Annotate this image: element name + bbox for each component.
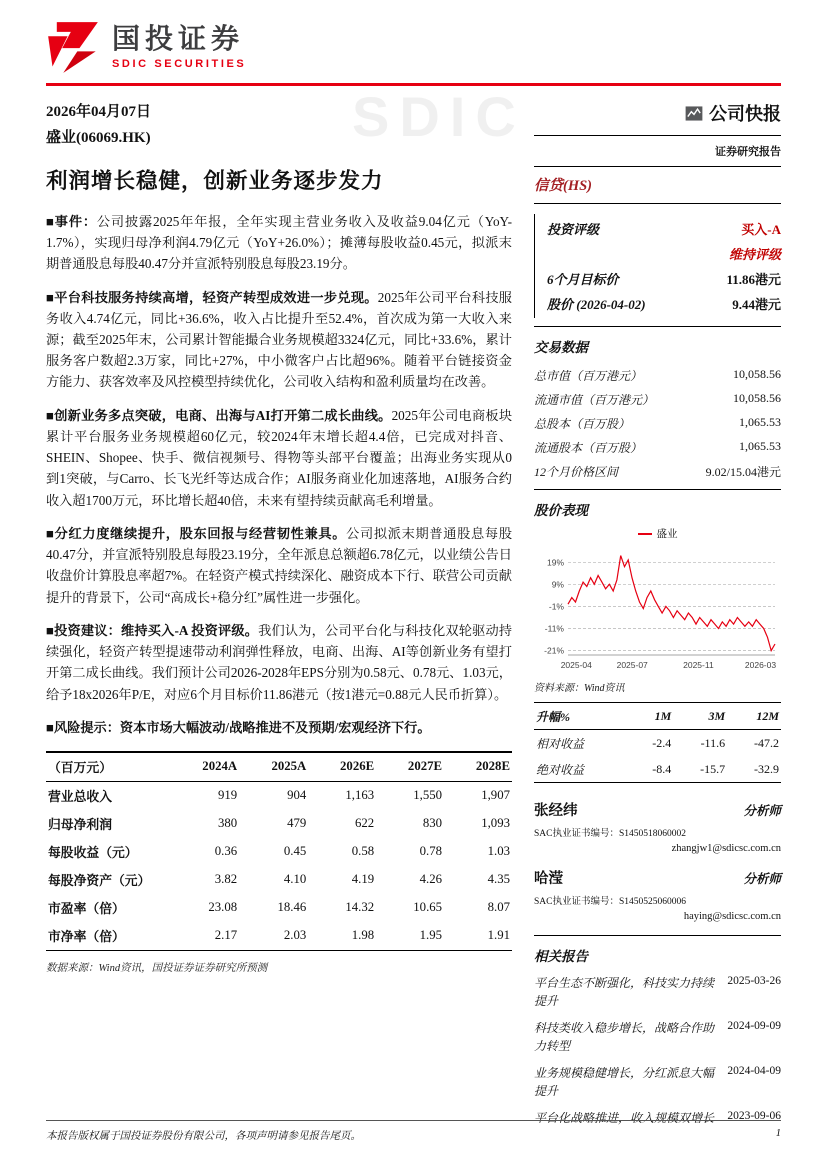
fin-cell: 830 [422, 816, 443, 831]
fin-cell: 380 [217, 816, 238, 831]
target-price-label: 6个月目标价 [547, 272, 619, 287]
analyst-header [534, 799, 781, 820]
table-source-note: 数据来源：Wind资讯，国投证券证券研究所预测 [46, 962, 268, 974]
financial-forecast-table [46, 751, 512, 951]
related-report-date: 2024-04-09 [727, 1065, 781, 1077]
analyst-certificate: SAC执业证书编号：S1450518060002 [534, 829, 687, 839]
report-type-heading [534, 100, 781, 136]
rating-row [547, 216, 781, 241]
returns-cell: -2.4 [652, 735, 672, 750]
fin-table-row [46, 838, 512, 866]
fin-cell: 1,163 [345, 788, 375, 803]
related-report-item [534, 1064, 781, 1100]
fin-cell: 4.10 [283, 872, 307, 887]
fin-cell: 0.45 [283, 844, 307, 859]
main-column [46, 100, 512, 1136]
related-report-title: 平台化战略推进，收入规模双增长 [534, 1111, 715, 1125]
trading-data-list [534, 363, 781, 483]
returns-header-row [534, 703, 781, 730]
trading-value: 1,065.53 [739, 414, 781, 429]
watermark: SDIC [352, 85, 526, 148]
trading-data-row [534, 363, 781, 387]
related-report-item [534, 974, 781, 1010]
trading-data-row [534, 459, 781, 483]
trading-data-heading: 交易数据 [534, 340, 588, 355]
returns-cell: -32.9 [754, 761, 779, 776]
returns-row [534, 756, 781, 783]
price-chart [534, 541, 781, 673]
fin-row-label: 市盈率（倍） [48, 902, 125, 917]
page-footer [46, 1120, 781, 1143]
fin-cell: 8.07 [487, 900, 510, 915]
paragraph-body: 2025年公司平台科技服务收入4.74亿元，同比+36.6%，收入占比提升至52.4%，首次成为第一大收入来源；截至2025年末，公司累计智能撮合业务规模超3324亿元，同比+33.6%，累计服务客户数超2.3万家，同比+27%，中小微客户占比超96%。随着平台链接资金方能力、获客效率及风控模型持续优化，公司收入结构和盈利质量均在改善。 [46, 289, 512, 390]
brand-text [112, 24, 246, 70]
target-price-row [547, 266, 781, 291]
paragraph [46, 523, 512, 608]
related-report-date: 2023-09-06 [727, 1110, 781, 1122]
returns-row-label: 相对收益 [536, 736, 585, 751]
fin-col-header: 2026E [308, 752, 376, 782]
fin-cell: 1,550 [413, 788, 443, 803]
fin-row-label: 每股收益（元） [48, 846, 138, 861]
fin-col-header: （百万元） [46, 752, 170, 782]
fin-cell: 4.26 [419, 872, 443, 887]
related-report-title: 业务规模稳健增长，分红派息大幅提升 [534, 1066, 715, 1098]
industry-label: 信贷(HS) [534, 167, 781, 204]
returns-row-label: 绝对收益 [536, 762, 585, 777]
related-report-item [534, 1019, 781, 1055]
divider [534, 326, 781, 327]
returns-cell: -11.6 [700, 735, 726, 750]
legend-line-swatch [638, 533, 652, 535]
analysts-list [534, 799, 781, 922]
svg-text:-1%: -1% [548, 601, 564, 612]
returns-col-header: 3M [673, 703, 727, 730]
chart-legend [534, 526, 781, 541]
fin-row-label: 营业总收入 [48, 790, 112, 805]
side-column [534, 100, 781, 1136]
trading-value: 10,058.56 [733, 366, 781, 381]
svg-text:2025-07: 2025-07 [616, 660, 648, 670]
fin-table-row [46, 810, 512, 838]
fin-table-row [46, 922, 512, 951]
rating-status: 维持评级 [728, 247, 781, 262]
trading-label: 总股本（百万股） [534, 416, 631, 431]
fin-cell: 1.98 [351, 928, 375, 943]
fin-cell: 1,907 [481, 788, 510, 803]
paragraph-lead: ■分红力度继续提升，股东回报与经营韧性兼具。 [46, 526, 347, 542]
fin-cell: 904 [287, 788, 307, 803]
paragraph-body: 2025年公司电商板块累计平台服务业务规模超60亿元，较2024年末增长超4.4倍，已完成对抖音、SHEIN、Shopee、快手、微信视频号、得物等头部平台覆盖；出海业务实现从0到1突破，与Carro、长飞光纤等达成合作；AI服务商业化加速落地，AI服务合约收入超1700万元，环比增长超40倍，未来有望持续贡献高毛利增量。 [46, 408, 513, 508]
trading-data-row [534, 435, 781, 459]
fin-cell: 0.78 [419, 844, 443, 859]
analyst-block [534, 867, 781, 922]
trading-value: 10,058.56 [733, 390, 781, 405]
brand-name-cn: 国投证券 [112, 23, 245, 55]
brand-logo-icon [46, 20, 100, 74]
paragraph-body: 我们认为，公司平台化与科技化双轮驱动持续强化，轻资产转型提速带动利润弹性释放，电商、出海、AI等创新业务有望打开第二成长曲线。我们预计公司2026-2028年EPS分别为0.58元、0.78元、1.03元，给予18x2026年P/E，对应6个月目标价11.86港元（按1港元=0.88元人民币折算）。 [46, 623, 513, 702]
svg-text:2025-04: 2025-04 [560, 660, 592, 670]
fin-table-row [46, 866, 512, 894]
paragraph-lead: ■投资建议：维持买入-A 投资评级。 [46, 623, 259, 639]
fin-cell: 2.03 [283, 928, 307, 943]
svg-text:19%: 19% [546, 557, 564, 568]
company-ticker: 盛业(06069.HK) [46, 130, 151, 146]
related-reports-list [534, 974, 781, 1127]
paragraph [46, 211, 512, 274]
price-performance-heading: 股价表现 [534, 503, 588, 518]
paragraph-lead: ■平台科技服务持续高增，轻资产转型成效进一步兑现。 [46, 289, 378, 305]
fin-cell: 1.95 [419, 928, 443, 943]
analyst-header [534, 867, 781, 888]
svg-text:2025-11: 2025-11 [683, 660, 714, 670]
paragraph-body: 公司披露2025年年报，全年实现主营业务收入及收益9.04亿元（YoY-1.7%），实现归母净利润4.79亿元（YoY+26.0%）；摊薄每股收益0.45元，拟派末期普通股息每股40.47分并宣派特别股息每股23.19分。 [46, 214, 513, 272]
divider [534, 935, 781, 936]
related-report-date: 2024-09-09 [727, 1020, 781, 1032]
fin-col-header: 2024A [170, 752, 239, 782]
brand-name-en: SDIC SECURITIES [112, 57, 247, 70]
analyst-block [534, 799, 781, 854]
related-report-date: 2025-03-26 [727, 975, 781, 987]
fin-col-header: 2027E [376, 752, 444, 782]
paragraph [46, 717, 512, 738]
current-price-value: 9.44港元 [732, 297, 781, 312]
fin-cell: 919 [217, 788, 238, 803]
rating-label: 投资评级 [547, 222, 600, 237]
fin-col-header: 2028E [444, 752, 512, 782]
fin-cell: 3.82 [214, 872, 238, 887]
fin-cell: 10.65 [413, 900, 443, 915]
report-title: 利润增长稳健，创新业务逐步发力 [46, 169, 384, 193]
returns-cell: -15.7 [700, 761, 726, 776]
returns-col-header: 12M [727, 703, 781, 730]
paragraph-lead: ■创新业务多点突破，电商、出海与AI打开第二成长曲线。 [46, 408, 392, 423]
returns-cell: -8.4 [652, 761, 672, 776]
fin-cell: 4.19 [351, 872, 375, 887]
analyst-email: haying@sdicsc.com.cn [683, 911, 781, 922]
trading-label: 流通股本（百万股） [534, 440, 643, 455]
analyst-email: zhangjw1@sdicsc.com.cn [671, 843, 781, 854]
fin-cell: 1,093 [481, 816, 510, 831]
paragraph-lead: ■风险提示：资本市场大幅波动/战略推进不及预期/宏观经济下行。 [46, 720, 431, 736]
fin-cell: 1.91 [487, 928, 510, 943]
divider [534, 489, 781, 490]
svg-text:-11%: -11% [544, 623, 564, 634]
chart-source-note: 资料来源：Wind资讯 [534, 683, 625, 694]
fin-cell: 14.32 [345, 900, 375, 915]
paragraph [46, 405, 512, 511]
fin-table-header-row [46, 752, 512, 782]
returns-table [534, 702, 781, 783]
header [0, 0, 827, 74]
returns-row [534, 730, 781, 757]
paragraph [46, 287, 512, 393]
svg-text:-21%: -21% [544, 645, 564, 656]
paragraph-body: 公司拟派末期普通股息每股40.47分，并宣派特别股息每股23.19分，全年派息总额超6.78亿元，以业绩公告日收盘价计算股息率超7%。在轻资产模式持续深化、融资成本下行、联营公司贡献提升的背景下，公司“高成长+稳分红”属性进一步强化。 [46, 526, 513, 605]
svg-text:9%: 9% [551, 579, 564, 590]
paragraph [46, 620, 512, 705]
returns-col-header: 1M [631, 703, 674, 730]
analyst-name: 哈滢 [534, 871, 563, 887]
fin-table-row [46, 894, 512, 922]
paragraph-lead: ■事件： [46, 214, 97, 229]
report-series-label: 证券研究报告 [534, 136, 781, 167]
trading-data-row [534, 411, 781, 435]
legend-label: 盛业 [656, 529, 678, 540]
trading-value: 9.02/15.04港元 [705, 464, 781, 479]
current-price-label: 股价 (2026-04-02) [547, 297, 646, 312]
target-price-value: 11.86港元 [726, 272, 781, 287]
analyst-certificate: SAC执业证书编号：S1450525060006 [534, 897, 687, 907]
analyst-name: 张经纬 [534, 803, 578, 819]
fin-cell: 23.08 [208, 900, 238, 915]
fin-row-label: 每股净资产（元） [48, 874, 151, 889]
rating-status-row [547, 241, 781, 266]
fin-table-row [46, 781, 512, 810]
content-columns [0, 86, 827, 1136]
svg-text:2026-03: 2026-03 [744, 660, 777, 670]
analyst-title: 分析师 [743, 804, 781, 818]
fin-row-label: 市净率（倍） [48, 930, 125, 945]
analyst-title: 分析师 [743, 872, 781, 886]
footer-disclaimer: 本报告版权属于国投证券股份有限公司，各项声明请参见报告尾页。 [46, 1131, 361, 1142]
report-date: 2026年04月07日 [46, 104, 152, 120]
page-number: 1 [775, 1128, 781, 1139]
fin-cell: 1.03 [487, 844, 510, 859]
current-price-row [547, 291, 781, 316]
fin-cell: 0.58 [351, 844, 375, 859]
fin-cell: 18.46 [277, 900, 307, 915]
trading-label: 流通市值（百万港元） [534, 392, 655, 407]
returns-col-header: 升幅% [534, 703, 631, 730]
trading-value: 1,065.53 [739, 438, 781, 453]
report-type-label: 公司快报 [709, 104, 781, 124]
fin-cell: 479 [287, 816, 307, 831]
report-body [46, 211, 512, 738]
fin-cell: 2.17 [214, 928, 238, 943]
fin-cell: 0.36 [214, 844, 238, 859]
trading-label: 12个月价格区间 [534, 464, 619, 479]
fin-cell: 622 [354, 816, 375, 831]
rating-block [534, 214, 781, 318]
returns-cell: -47.2 [754, 735, 779, 750]
related-report-title: 平台生态不断强化，科技实力持续提升 [534, 976, 715, 1008]
trading-label: 总市值（百万港元） [534, 368, 643, 383]
fin-cell: 4.35 [487, 872, 510, 887]
fin-col-header: 2025A [239, 752, 308, 782]
chart-report-icon [685, 106, 703, 121]
fin-row-label: 归母净利润 [48, 818, 112, 833]
rating-value: 买入-A [741, 222, 781, 237]
related-report-title: 科技类收入稳步增长，战略合作助力转型 [534, 1021, 715, 1053]
related-reports-heading: 相关报告 [534, 949, 588, 964]
trading-data-row [534, 387, 781, 411]
